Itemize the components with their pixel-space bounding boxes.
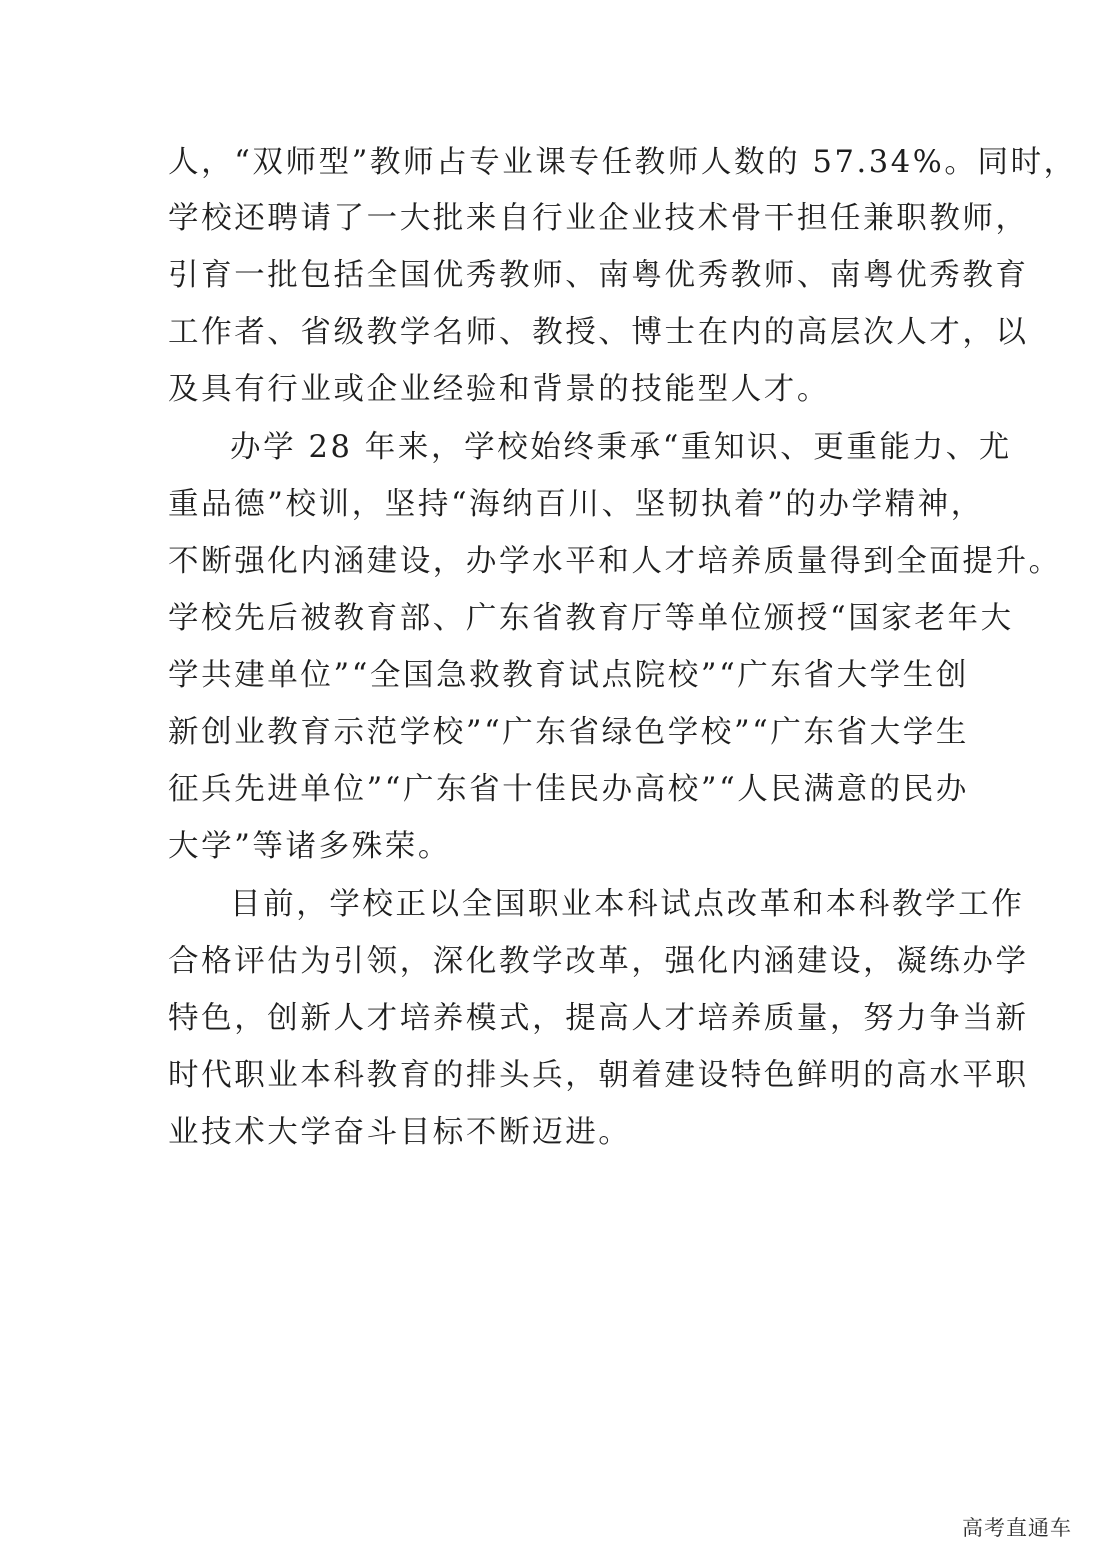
paragraph-2-line-3: 不断强化内涵建设，办学水平和人才培养质量得到全面提升。 bbox=[168, 544, 1062, 579]
source-watermark: 高考直通车 bbox=[962, 1516, 1072, 1540]
paragraph-3-line-2: 合格评估为引领，深化教学改革，强化内涵建设，凝练办学 bbox=[168, 944, 1029, 979]
paragraph-1-line-2: 学校还聘请了一大批来自行业企业技术骨干担任兼职教师， bbox=[168, 201, 1029, 236]
paragraph-1-line-5: 及具有行业或企业经验和背景的技能型人才。 bbox=[168, 372, 830, 407]
paragraph-2-line-7: 征兵先进单位”“广东省十佳民办高校”“人民满意的民办 bbox=[168, 772, 969, 807]
paragraph-2-line-8: 大学”等诸多殊荣。 bbox=[168, 829, 451, 864]
paragraph-3-line-1: 目前，学校正以全国职业本科试点改革和本科教学工作 bbox=[230, 887, 1025, 922]
paragraph-2-line-5: 学共建单位”“全国急救教育试点院校”“广东省大学生创 bbox=[168, 658, 969, 693]
paragraph-2-line-1: 办学 28 年来，学校始终秉承“重知识、更重能力、尤 bbox=[230, 430, 1012, 465]
paragraph-3-line-4: 时代职业本科教育的排头兵，朝着建设特色鲜明的高水平职 bbox=[168, 1058, 1029, 1093]
paragraph-3-line-5: 业技术大学奋斗目标不断迈进。 bbox=[168, 1115, 632, 1150]
paragraph-1-line-1: 人，“双师型”教师占专业课专任教师人数的 57.34%。同时， bbox=[168, 145, 1077, 180]
paragraph-2-line-2: 重品德”校训，坚持“海纳百川、坚韧执着”的办学精神， bbox=[168, 487, 984, 522]
paragraph-2-line-6: 新创业教育示范学校”“广东省绿色学校”“广东省大学生 bbox=[168, 715, 969, 750]
paragraph-2-line-4: 学校先后被教育部、广东省教育厅等单位颁授“国家老年大 bbox=[168, 601, 1014, 636]
paragraph-1-line-3: 引育一批包括全国优秀教师、南粤优秀教师、南粤优秀教育 bbox=[168, 258, 1029, 293]
paragraph-1-line-4: 工作者、省级教学名师、教授、博士在内的高层次人才，以 bbox=[168, 315, 1029, 350]
paragraph-3-line-3: 特色，创新人才培养模式，提高人才培养质量，努力争当新 bbox=[168, 1001, 1029, 1036]
